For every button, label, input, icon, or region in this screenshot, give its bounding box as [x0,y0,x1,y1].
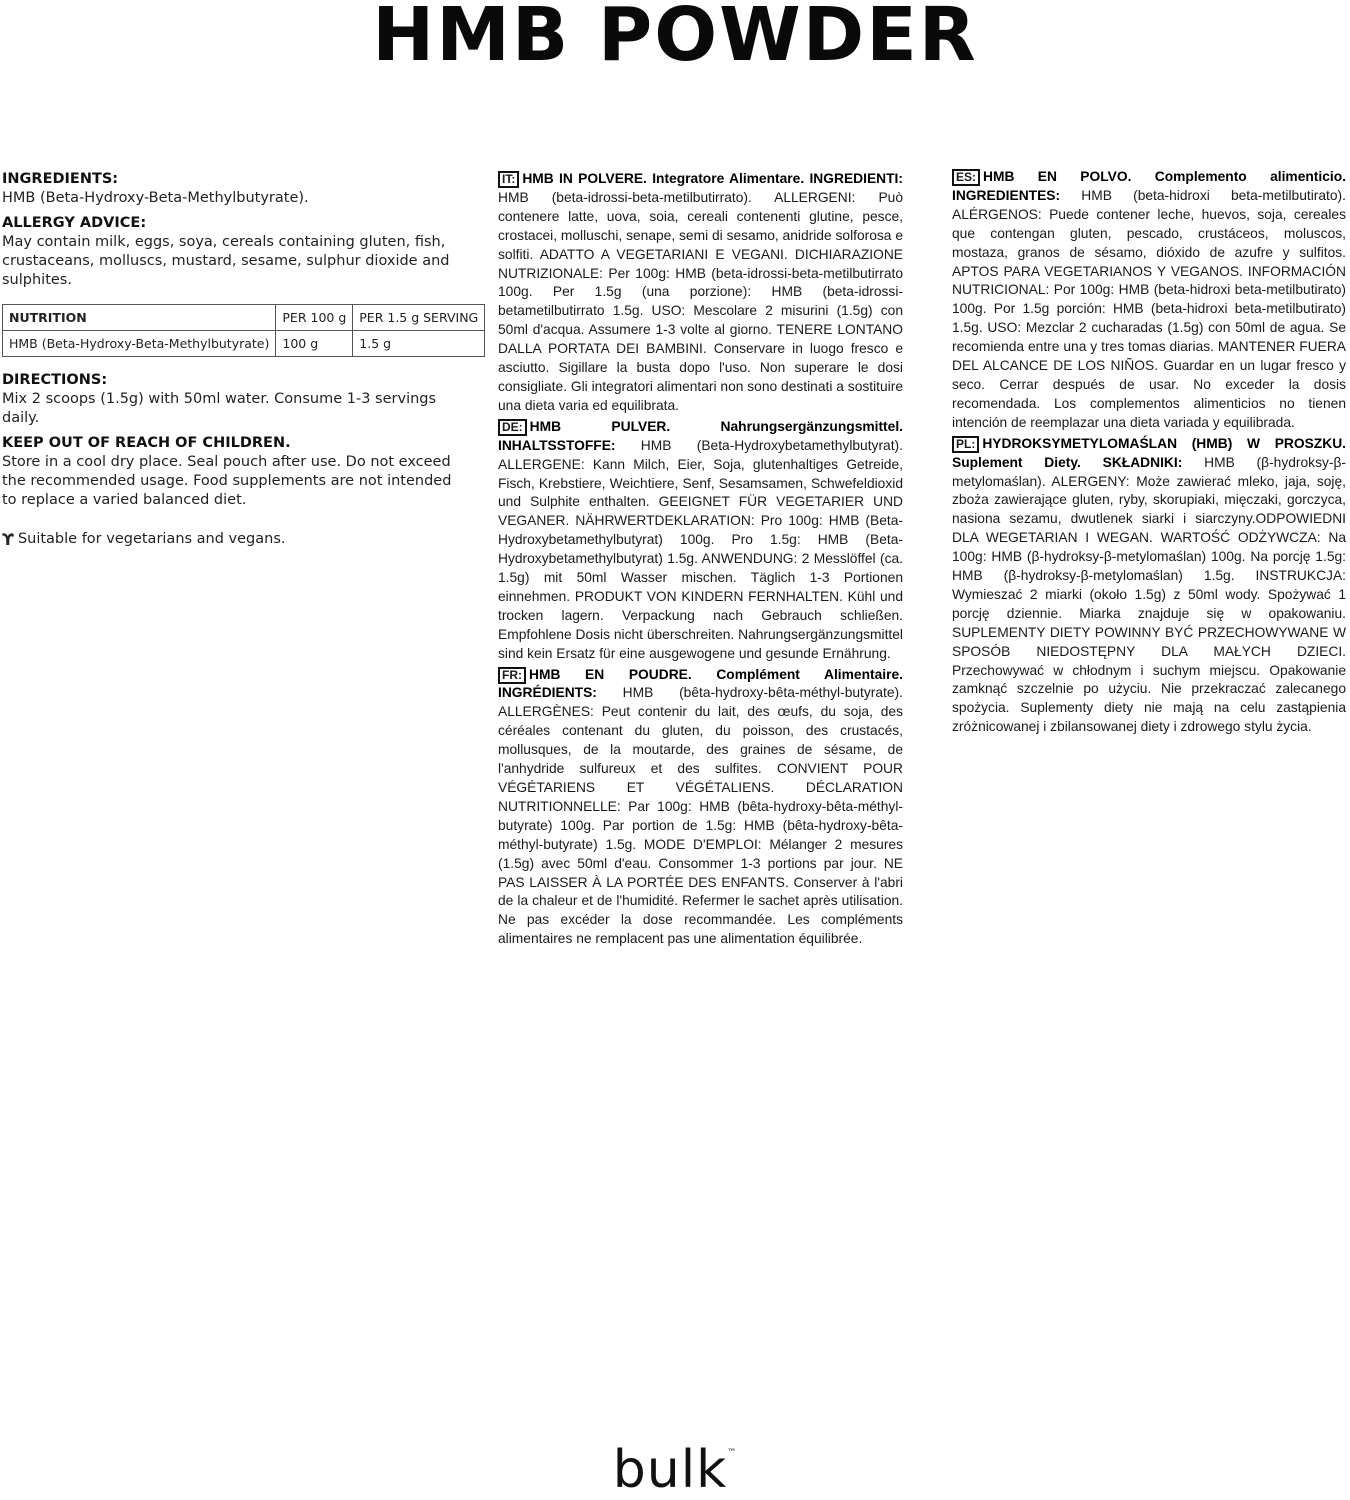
bulk-logo [0,1440,1350,1500]
product-title: HMB POWDER [372,0,978,78]
polish-tag: PL: [952,436,979,453]
vegan-note [2,530,457,549]
french-body: HMB (bêta-hydroxy-bêta-méthyl-butyrate). ALLERGÈNES: Peut contenir du lait, des œufs, du soja, des céréales contenant du gluten, du poisson, des crustacés, mollusques, de la moutarde, des graines de sésame, de l'anhydride sulfureux et des sulfites. CONVIENT POUR VÉGÉTARIENS ET VÉGÉTALIENS. DÉCLARATION NUTRITIONNELLE: Par 100g: HMB (bêta-hydroxy-bêta-méthyl-butyrate) 100g. Par portion de 1.5g: HMB (bêta-hydroxy-bêta-méthyl-butyrate) 1.5g. MODE D'EMPLOI: Mélanger 2 mesures (1.5g) avec 50ml d'eau. Consommer 1-3 portions par jour. NE PAS LAISSER À LA PORTÉE DES ENFANTS. Conserver à l'abri de la chaleur et de l'humidité. Refermer le sachet après utilisation. Ne pas excéder la dose recommandée. Les compléments alimentaires ne remplacent pas une alimentation équilibrée. [498,685,903,947]
german-body: HMB (Beta-Hydroxybetamethylbutyrat). ALLERGENE: Kann Milch, Eier, Soja, glutenhaltiges Getreide, Fisch, Krebstiere, Weichtiere, Senf, Sesamsamen, Schwefeldioxid und Sulphite enthalten. GEEIGNET FÜR VEGETARIER UND VEGANER. NÄHRWERTDEKLARATION: Pro 100g: HMB (Beta-Hydroxybetamethylbutyrat) 100g. Pro 1.5g: HMB (Beta-Hydroxybetamethylbutyrat) 1.5g. ANWENDUNG: 2 Messlöffel (ca. 1.5g) mit 50ml Wasser mischen. Täglich 1-3 Portionen einnehmen. PRODUKT VON KINDERN FERNHALTEN. Kühl und trocken lagern. Verpackung nach Gebrauch schließen. Empfohlene Dosis nicht überschreiten. Nahrungsergänzungsmittel sind kein Ersatz für eine ausgewogene und gesunde Ernährung. [498,437,903,661]
german-tag: DE: [498,419,527,436]
nutrition-row [3,331,485,357]
ingredients-text: HMB (Beta-Hydroxy-Beta-Methylbutyrate). [2,190,309,206]
french-block [498,666,903,950]
allergy-text: May contain milk, eggs, soya, cereals containing gluten, fish, crustaceans, molluscs, mustard, sesame, sulphur dioxide and sulphites. [2,234,450,288]
spanish-block [952,168,1346,433]
storage-text: Store in a cool dry place. Seal pouch after use. Do not exceed the recommended usage. Food supplements are not intended to replace a varied balanced diet. [2,454,452,508]
bulk-logo-text: bulk [612,1440,728,1500]
vegan-text: Suitable for vegetarians and vegans. [17,531,286,547]
nutrition-table [2,304,485,357]
polish-block [952,435,1346,738]
multilingual-column-1 [498,170,903,951]
ingredients-heading: INGREDIENTS: [2,171,119,187]
spanish-title: HMB EN POLVO. Complemento alimenticio. INGREDIENTES: [952,169,1346,203]
french-title: HMB EN POUDRE. Complément Alimentaire. INGRÉDIENTS: [498,666,903,701]
spanish-body: HMB (beta-hidroxi beta-metilbutirato). ALÉRGENOS: Puede contener leche, huevos, soja, cereales que contengan gluten, pescado, crustáceos, moluscos, mostaza, granos de sésamo, dióxido de azufre y sulfitos. APTOS PARA VEGETARIANOS Y VEGANOS. INFORMACIÓN NUTRICIONAL: Por 100g: HMB (beta-hidroxi beta-metilbutirato) 100g. Por 1.5g porción: HMB (beta-hidroxi beta-metilbutirato) 1.5g. USO: Mezclar 2 cucharadas (1.5g) con 50ml de agua. Se recomienda entre una y tres tomas diarias. MANTENER FUERA DEL ALCANCE DE LOS NIÑOS. Guardar en un lugar fresco y seco. Cerrar después de usar. No exceder la dosis recomendada. Los complementos alimenticios no tienen intención de reemplazar una dieta variada y equilibrada. [952,187,1346,430]
directions-heading: DIRECTIONS: [2,372,108,388]
french-tag: FR: [498,667,526,684]
trademark-symbol: ™ [727,1448,738,1458]
english-panel [2,170,479,549]
allergy-heading: ALLERGY ADVICE: [2,215,147,231]
italian-title: HMB IN POLVERE. Integratore Alimentare. INGREDIENTI: [522,171,903,186]
spanish-tag: ES: [952,169,980,186]
keep-out-heading: KEEP OUT OF REACH OF CHILDREN. [2,435,291,451]
nutrition-cell: 100 g [276,331,353,357]
polish-title: HYDROKSYMETYLOMAŚLAN (HMB) W PROSZKU. Suplement Diety. SKŁADNIKI: [952,435,1346,470]
vegan-icon: ϒ [2,530,14,549]
italian-block [498,170,903,416]
nutrition-header-cell: PER 100 g [276,305,353,331]
german-title: HMB PULVER. Nahrungsergänzungsmittel. INHALTSSTOFFE: [498,418,903,453]
multilingual-column-2 [952,168,1346,739]
nutrition-header-row [3,305,485,331]
nutrition-header-cell: NUTRITION [3,305,276,331]
nutrition-header-cell: PER 1.5 g SERVING [353,305,485,331]
italian-tag: IT: [498,171,519,188]
italian-body: HMB (beta-idrossi-beta-metilbutirrato). ALLERGENI: Può contenere latte, uova, soia, cereali contenenti glutine, pesce, crostacei, molluschi, senape, semi di sesamo, anidride solforosa e solfiti. ADATTO A VEGETARIANI E VEGANI. DICHIARAZIONE NUTRIZIONALE: Per 100g: HMB (beta-idrossi-beta-metilbutirrato 100g. Per 1.5g (una porzione): HMB (beta-idrossi-betametilbutirrato 1.5g. USO: Mescolare 2 misurini (1.5g) con 50ml d'acqua. Assumere 1-3 volte al giorno. TENERE LONTANO DALLA PORTATA DEI BAMBINI. Conservare in luogo fresco e asciutto. Sigillare la busta dopo l'uso. Non superare le dosi consigliate. Gli integratori alimentari non sono destinati a sostituire una dieta varia ed equilibrata. [498,189,903,413]
nutrition-cell: 1.5 g [353,331,485,357]
nutrition-cell: HMB (Beta-Hydroxy-Beta-Methylbutyrate) [3,331,276,357]
german-block [498,418,903,664]
directions-text: Mix 2 scoops (1.5g) with 50ml water. Consume 1-3 servings daily. [2,391,437,426]
polish-body: HMB (β-hydroksy-β-metylomaślan). ALERGENY: Może zawierać mleko, jaja, soję, zboża zawierające gluten, ryby, skorupiaki, mięczaki, gorczyca, nasiona sezamu, dwutlenek siarki i siarczyny.ODPOWIEDNI DLA WEGETARIAN I WEGAN. WARTOŚĆ ODŻYWCZA: Na 100g: HMB (β-hydroksy-β-metylomaślan) 100g. Na porcję 1.5g: HMB (β-hydroksy-β-metylomaślan) 1.5g. INSTRUKCJA: Wymieszać 2 miarki (około 1.5g) z 50ml wody. Spożywać 1 porcję dziennie. Miarka znajduje się w opakowaniu. SUPLEMENTY DIETY POWINNY BYĆ PRZECHOWYWANE W SPOSÓB NIEDOSTĘPNY DLA MAŁYCH DZIECI. Przechowywać w chłodnym i suchym miejscu. Opakowanie zamknąć szczelnie po użyciu. Nie przekraczać zalecanego spożycia. Suplementy diety nie mają na celu zastąpienia zróżnicowanej i zbilansowanej diety i zdrowego stylu życia. [952,454,1346,735]
